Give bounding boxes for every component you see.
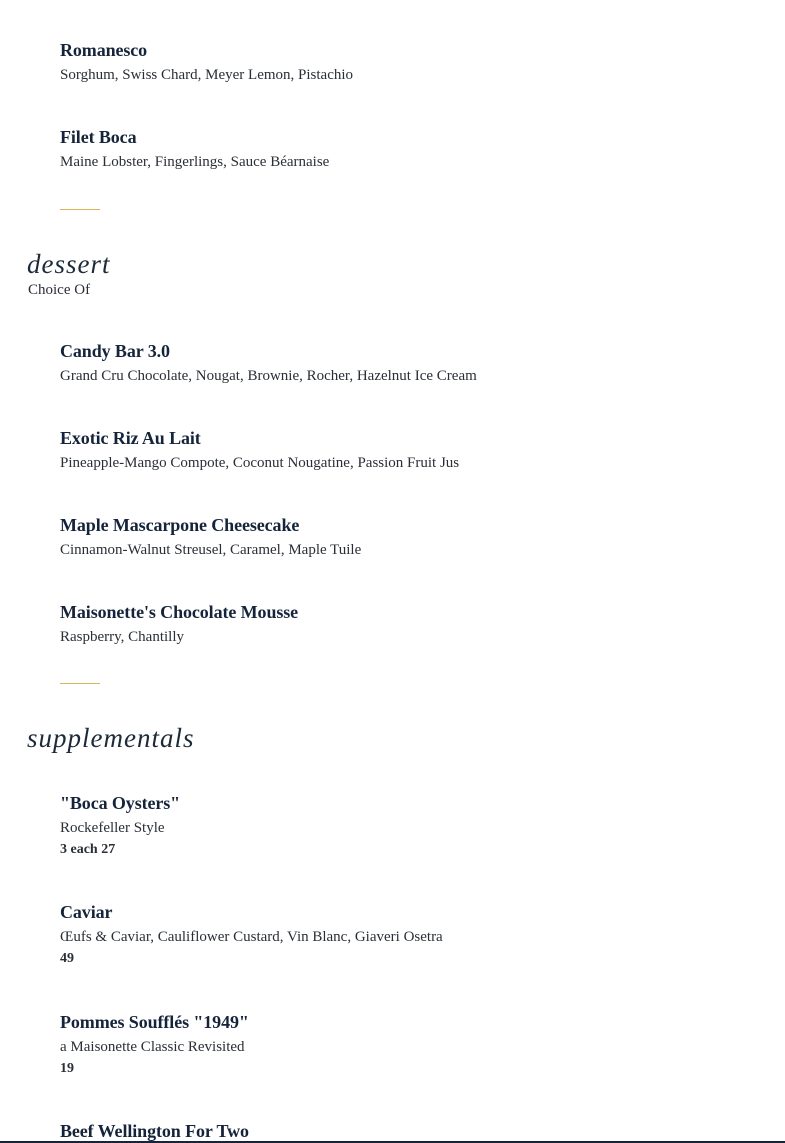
menu-item (60, 601, 298, 647)
menu-item-description: Pineapple-Mango Compote, Coconut Nougatine, Passion Fruit Jus (60, 455, 460, 471)
menu-item-name: Candy Bar 3.0 (60, 341, 170, 361)
menu-item-description: Sorghum, Swiss Chard, Meyer Lemon, Pistachio (60, 67, 354, 83)
menu-item (60, 427, 459, 473)
menu-item-description: Grand Cru Chocolate, Nougat, Brownie, Rocher, Hazelnut Ice Cream (60, 368, 477, 384)
menu-item-description: a Maisonette Classic Revisited (60, 1039, 245, 1055)
menu-item-name: Maisonette's Chocolate Mousse (60, 602, 299, 622)
menu-item (60, 126, 329, 172)
menu-item (60, 901, 443, 968)
menu-item (60, 39, 353, 85)
menu-item-name: Maple Mascarpone Cheesecake (60, 515, 300, 535)
menu-item-price: 49 (60, 951, 74, 966)
menu-item (60, 514, 361, 560)
menu-item-description: Œufs & Caviar, Cauliflower Custard, Vin Blanc, Giaveri Osetra (60, 929, 443, 945)
section-divider (60, 209, 100, 210)
menu-item-name: "Boca Oysters" (60, 793, 181, 813)
menu-item-name: Romanesco (60, 40, 148, 60)
menu-item-description: Raspberry, Chantilly (60, 629, 185, 645)
section-subtitle-dessert: Choice Of (28, 282, 91, 298)
menu-item-name: Pommes Soufflés "1949" (60, 1012, 249, 1032)
menu-item-name: Caviar (60, 902, 113, 922)
menu-item (60, 1120, 249, 1142)
menu-item-name: Exotic Riz Au Lait (60, 428, 201, 448)
section-title-dessert: dessert (27, 249, 111, 279)
section-title-supplementals: supplementals (27, 723, 195, 753)
menu-item (60, 340, 477, 386)
menu-item (60, 1011, 249, 1078)
menu-item-name: Beef Wellington For Two (60, 1121, 249, 1141)
menu-item (60, 792, 180, 859)
section-divider (60, 683, 100, 684)
menu-item-description: Maine Lobster, Fingerlings, Sauce Béarnaise (60, 154, 330, 170)
menu-item-name: Filet Boca (60, 127, 137, 147)
menu-item-price: 3 each 27 (60, 842, 116, 857)
menu-item-description: Cinnamon-Walnut Streusel, Caramel, Maple Tuile (60, 542, 362, 558)
menu-item-description: Rockefeller Style (60, 820, 165, 836)
menu-item-price: 19 (60, 1061, 74, 1076)
